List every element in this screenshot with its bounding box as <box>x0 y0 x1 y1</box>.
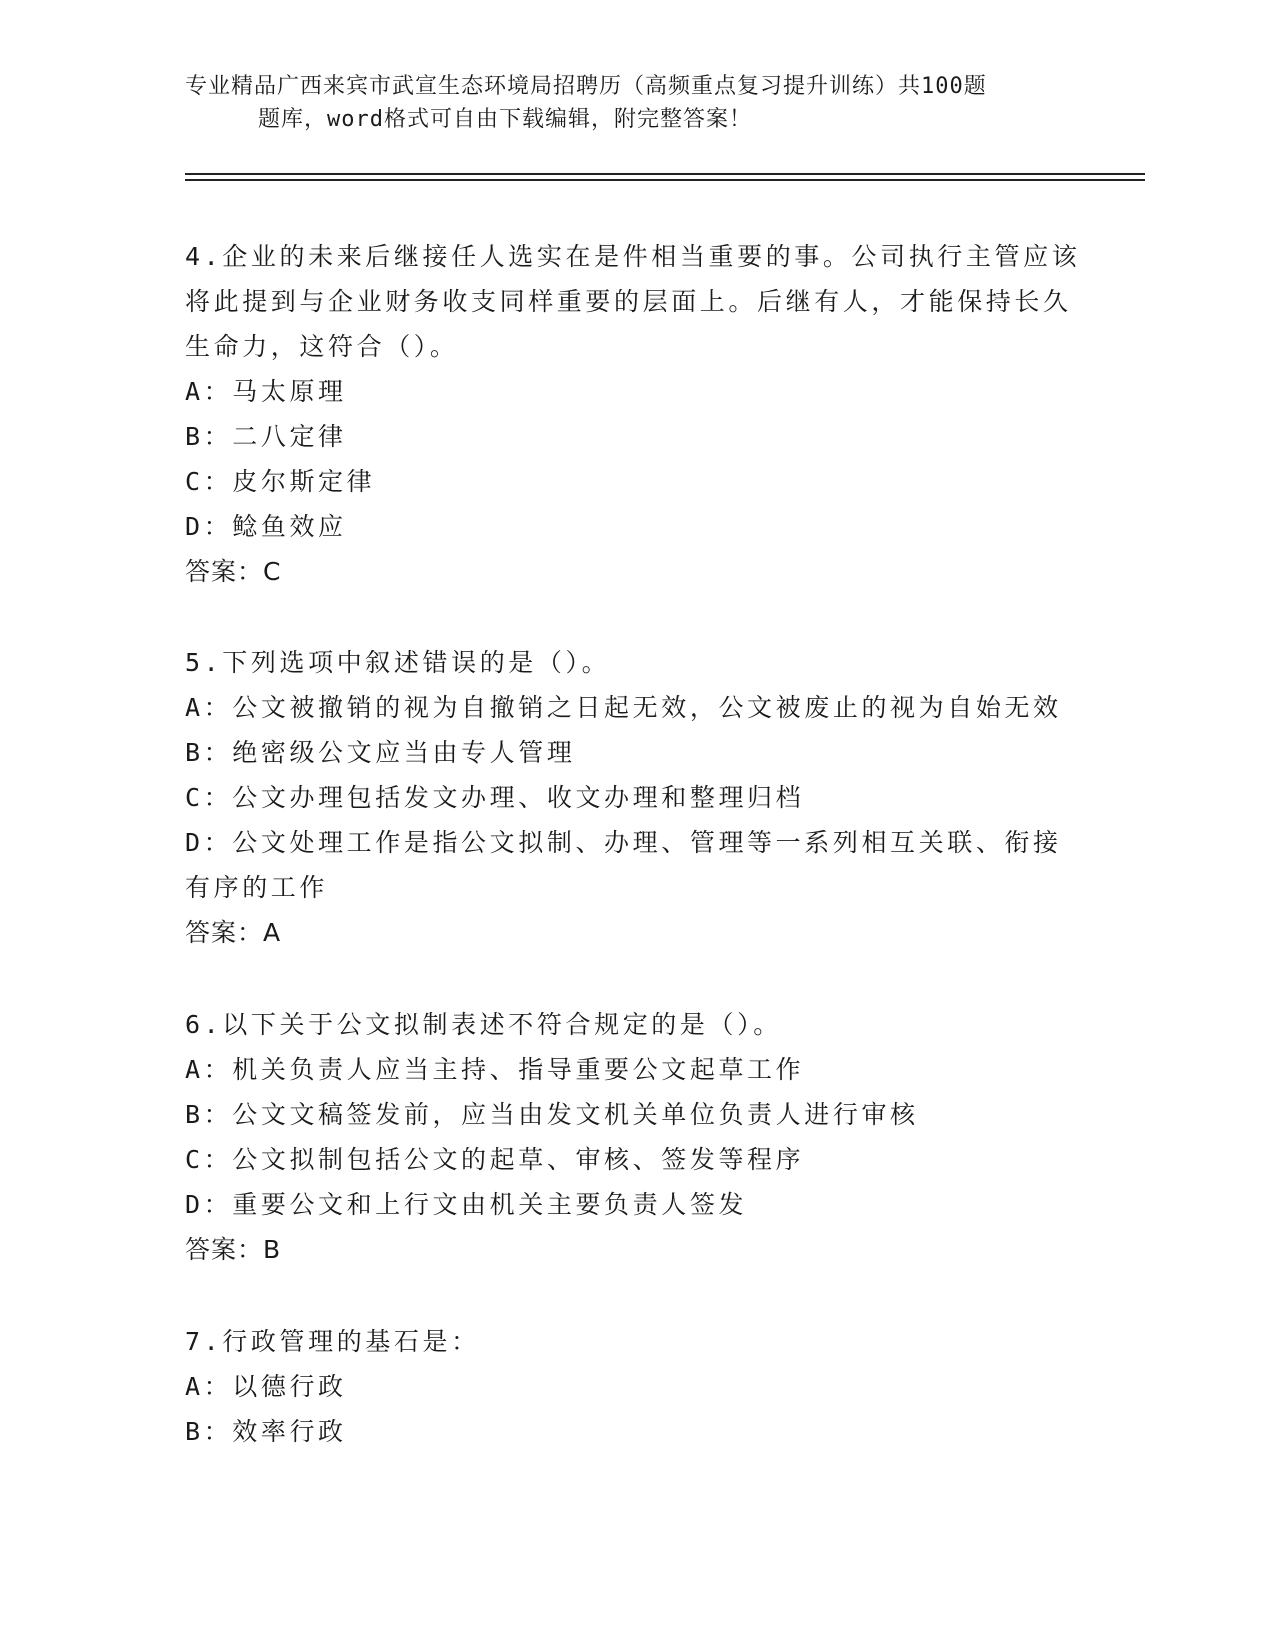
header-line-1: 专业精品广西来宾市武宣生态环境局招聘历（高频重点复习提升训练）共100题 <box>185 74 987 99</box>
option-d: D：公文处理工作是指公文拟制、办理、管理等一系列相互关联、衔接有序的工作 <box>185 828 1062 902</box>
question-stem: 4.企业的未来后继接任人选实在是件相当重要的事。公司执行主管应该将此提到与企业财务收支同样重要的层面上。后继有人，才能保持长久生命力，这符合（）。 <box>185 242 1081 361</box>
question-5 <box>185 640 1085 955</box>
answer: 答案：B <box>185 1235 282 1264</box>
option-b: B：二八定律 <box>185 422 347 451</box>
header-divider-top <box>185 173 1145 175</box>
option-d: D：重要公文和上行文由机关主要负责人签发 <box>185 1190 748 1219</box>
option-b: B：公文文稿签发前，应当由发文机关单位负责人进行审核 <box>185 1100 919 1129</box>
option-a: A：机关负责人应当主持、指导重要公文起草工作 <box>185 1055 805 1084</box>
option-c: C：皮尔斯定律 <box>185 467 376 496</box>
option-b: B：效率行政 <box>185 1417 347 1446</box>
option-a: A：以德行政 <box>185 1372 347 1401</box>
question-6 <box>185 1002 1085 1272</box>
header-line-2: 题库，word格式可自由下载编辑，附完整答案！ <box>258 107 752 132</box>
option-c: C：公文拟制包括公文的起草、审核、签发等程序 <box>185 1145 805 1174</box>
question-stem: 6.以下关于公文拟制表述不符合规定的是（）。 <box>185 1010 782 1039</box>
option-b: B：绝密级公文应当由专人管理 <box>185 738 576 767</box>
option-d: D：鲶鱼效应 <box>185 512 347 541</box>
document-header <box>185 70 1065 136</box>
question-stem: 7.行政管理的基石是： <box>185 1327 480 1356</box>
option-a: A：马太原理 <box>185 377 347 406</box>
answer: 答案：A <box>185 918 282 947</box>
header-divider-bottom <box>185 179 1145 181</box>
option-a: A：公文被撤销的视为自撤销之日起无效，公文被废止的视为自始无效 <box>185 693 1062 722</box>
question-7 <box>185 1319 1085 1454</box>
question-4 <box>185 234 1085 594</box>
question-stem: 5.下列选项中叙述错误的是（）。 <box>185 648 611 677</box>
answer: 答案：C <box>185 557 282 586</box>
option-c: C：公文办理包括发文办理、收文办理和整理归档 <box>185 783 805 812</box>
